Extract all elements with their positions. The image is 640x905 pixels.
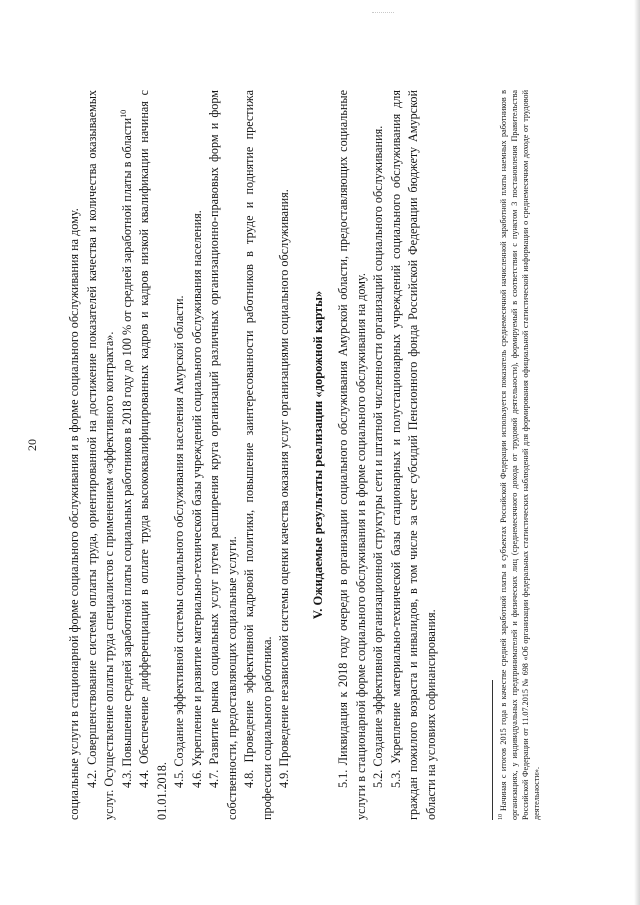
page-number: 20: [25, 439, 39, 451]
paragraph-4-5: 4.5. Создание эффективной системы социального обслуживания населения Амурской области.: [172, 295, 186, 788]
paragraph-5-3: 5.3. Укрепление материально-технической базы стационарных и полустационарных учреждений социального обслуживания для граждан пожилого возраста и инвалидов, в том числе за счет субсидий Пенсионного фонда Российской Федерации бюджету Амурской области на условиях софинансирования.: [388, 90, 438, 820]
paragraph-4-7: 4.7. Развитие рынка социальных услуг путем расширения круга организаций различных организационно-правовых форм и форм собственности, предоставляющих социальные услуги.: [207, 90, 239, 820]
document-text: [66, 90, 440, 820]
footnote-mark: 10: [498, 814, 505, 820]
footnote-text: Начиная с итогов 2015 года в качестве средней заработной платы в субъектах Российской Федерации используется показатель среднемесячной начисленной заработной платы наемных работников в организациях, у индивидуальных предпринимателей и физических лиц (среднемесячного дохода от трудовой деятельности), формируемый в соответствии с пунктом 3 постановления Правительства Российской Федерации от 11.07.2015 № 698 «Об организации федеральных статистических наблюдений для формирования официальной статистической информации о среднемесячном доходе от трудовой деятельности».: [499, 90, 541, 820]
paragraph-4-3: [119, 90, 137, 820]
paragraph-4-3-text: 4.3. Повышение средней заработной платы социальных работников в 2018 году до 100 % от средней заработной платы в области: [119, 117, 134, 788]
footnote-reference: 10: [118, 109, 128, 118]
footnote: [498, 90, 542, 820]
paragraph-4-4: 4.4. Обеспечение дифференциации в оплате труда высококвалифицированных кадров и кадров низкой квалификации начиная с 01.01.2018.: [137, 90, 169, 820]
paragraph-5-2: 5.2. Создание эффективной организационной структуры сети и штатной численности организаций социального обслуживания.: [371, 125, 385, 788]
paragraph-5-1: 5.1. Ликвидация к 2018 году очереди в организации социального обслуживания Амурской области, предоставляющих социальные услуги в стационарной форме социального обслуживания и в форме социального обслуживания на дому.: [336, 90, 368, 820]
paragraph-4-6: 4.6. Укрепление и развитие материально-технической базы учреждений социального обслуживания населения.: [189, 210, 204, 788]
paragraph-continuation: социальные услуги в стационарной форме социального обслуживания и в форме социального обслуживания на дому.: [67, 208, 81, 820]
paragraph-4-2: 4.2. Совершенствование системы оплаты труда, ориентированной на достижение показателей качества и количества оказываемых услуг. Осуществление оплаты труда специалистов с применением «эффективного контракта».: [84, 90, 116, 820]
section-heading: V. Ожидаемые результаты реализации «дорожной карты»: [310, 290, 325, 620]
footnote-separator: [492, 680, 493, 820]
paragraph-4-8: 4.8. Проведение эффективной кадровой политики, повышение заинтересованности работников в труде и поднятие престижа профессии социального работника.: [242, 90, 274, 820]
paragraph-4-9: 4.9. Проведение независимой системы оценки качества оказания услуг организациями социального обслуживания.: [277, 189, 291, 788]
